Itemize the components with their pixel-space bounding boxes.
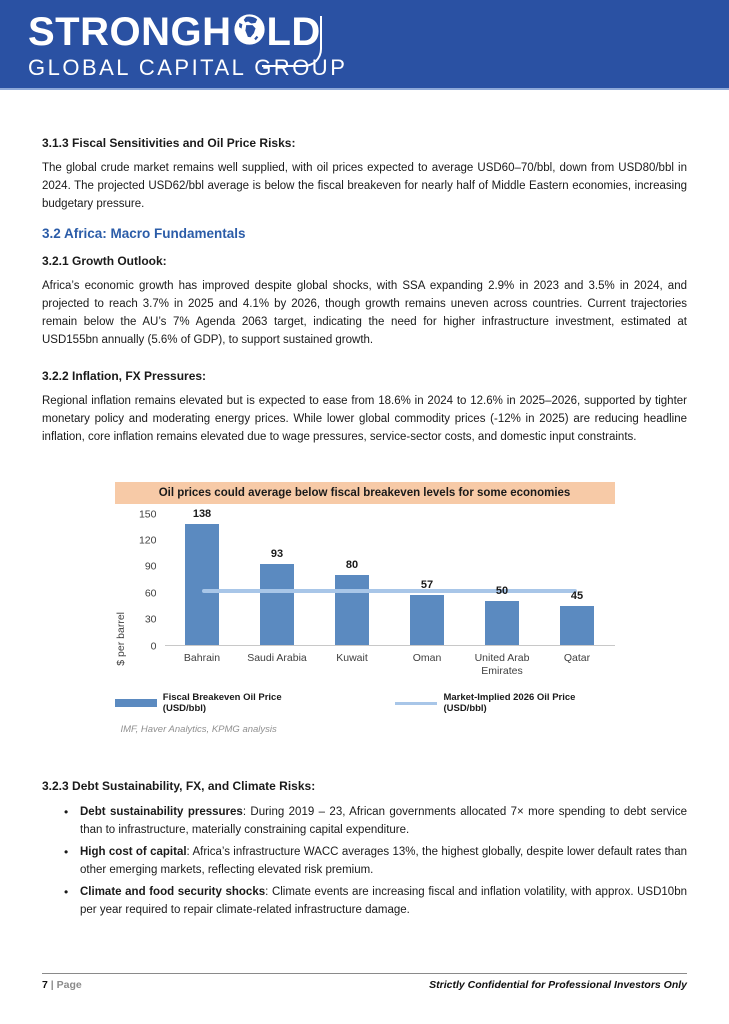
y-tick-label: 150 bbox=[138, 507, 157, 520]
bullet-text: : During 2019 – 23, African governments allocated 7× more spending to debt service than to infrastructure, materially constraining capital expenditure. bbox=[80, 806, 687, 836]
bar-slot bbox=[540, 514, 615, 645]
legend-item-market-implied bbox=[395, 692, 614, 714]
chart-legend bbox=[115, 692, 615, 714]
x-axis-labels bbox=[165, 652, 615, 678]
bar-value-label: 138 bbox=[192, 508, 212, 521]
page-word: | Page bbox=[50, 979, 82, 991]
bar-saudi-arabia bbox=[260, 564, 294, 645]
page-number-block bbox=[42, 979, 82, 991]
oil-price-bar-chart bbox=[115, 482, 615, 735]
market-implied-price-line bbox=[202, 589, 577, 593]
x-axis-label: Kuwait bbox=[336, 652, 368, 664]
bar-qatar bbox=[560, 606, 594, 645]
bar-value-label: 93 bbox=[270, 547, 284, 560]
bar-slot bbox=[390, 514, 465, 645]
legend-label-breakeven: Fiscal Breakeven Oil Price (USD/bbl) bbox=[162, 692, 282, 714]
bar-value-label: 50 bbox=[495, 585, 509, 598]
section-heading-3-1-3: 3.1.3 Fiscal Sensitivities and Oil Price Risks: bbox=[42, 136, 296, 150]
y-axis-title-column bbox=[115, 514, 131, 678]
y-tick-label: 60 bbox=[144, 586, 157, 599]
bar-series-swatch bbox=[115, 699, 157, 707]
bar-value-label: 57 bbox=[420, 579, 434, 592]
report-body bbox=[0, 136, 729, 919]
bullet-debt-sustainability bbox=[64, 803, 687, 839]
line-series-swatch bbox=[395, 702, 437, 705]
brand-text-left: STRONGH bbox=[28, 10, 232, 54]
y-axis-title: $ per barrel bbox=[114, 612, 127, 666]
plot-area bbox=[165, 508, 615, 646]
bar-value-label: 45 bbox=[570, 589, 584, 602]
bullet-bold-lead: Climate and food security shocks bbox=[80, 886, 266, 898]
section-heading-3-2: 3.2 Africa: Macro Fundamentals bbox=[42, 226, 246, 241]
legend-label-market-implied: Market-Implied 2026 Oil Price (USD/bbl) bbox=[443, 692, 576, 714]
bullet-climate-food-security bbox=[64, 883, 687, 919]
y-tick-label: 0 bbox=[150, 639, 157, 652]
brand-banner bbox=[0, 0, 729, 90]
bar-slot bbox=[465, 514, 540, 645]
bullet-high-cost-of-capital bbox=[64, 843, 687, 879]
bullet-bold-lead: High cost of capital bbox=[80, 846, 187, 858]
bar-slot bbox=[165, 508, 240, 645]
section-heading-3-2-2: 3.2.2 Inflation, FX Pressures: bbox=[42, 369, 207, 383]
logo-curve-line bbox=[262, 16, 322, 67]
chart-source-note: IMF, Haver Analytics, KPMG analysis bbox=[120, 724, 277, 735]
plot-area-wrap bbox=[165, 508, 615, 678]
x-axis-label: Oman bbox=[412, 652, 442, 664]
bar-bahrain bbox=[185, 524, 219, 645]
brand-subtitle: GLOBAL CAPITAL GROUP bbox=[28, 55, 348, 80]
page-number: 7 bbox=[42, 979, 48, 991]
chart-title: Oil prices could average below fiscal breakeven levels for some economies bbox=[115, 482, 615, 504]
y-tick-label: 120 bbox=[138, 534, 157, 547]
paragraph-3-2-2: Regional inflation remains elevated but is expected to ease from 18.6% in 2024 to 12.6% in 2025–2026, supported by tighter monetary policy and moderating energy prices. While lower global commodity prices (-12% in 2025) are reducing headline inflation, core inflation remains elevated due to wage pressures, service-sector costs, and domestic input constraints. bbox=[42, 395, 687, 443]
bullet-text: : Africa’s infrastructure WACC averages 13%, the highest globally, despite lower default rates than other emerging markets, reflecting elevated risk premium. bbox=[80, 846, 687, 876]
x-axis-label: Qatar bbox=[563, 652, 591, 664]
bar-slot bbox=[315, 514, 390, 645]
confidentiality-note: Strictly Confidential for Professional Investors Only bbox=[429, 979, 687, 991]
brand-text-right: LD bbox=[266, 10, 321, 54]
paragraph-3-2-1: Africa’s economic growth has improved despite global shocks, with SSA expanding 2.9% in 2023 and 3.5% in 2024, and projected to reach 3.7% in 2025 and 4.1% by 2026, though growth remains uneven across countries. Current trajectories remain below the AU’s 7% Agenda 2063 target, indicating the need for higher infrastructure investment, estimated at USD155bn annually (5.6% of GDP), to support sustained growth. bbox=[42, 280, 687, 346]
section-heading-3-2-3: 3.2.3 Debt Sustainability, FX, and Climate Risks: bbox=[42, 779, 316, 793]
bar-value-label: 80 bbox=[345, 559, 359, 572]
page-footer bbox=[42, 973, 687, 991]
bullet-text: : Climate events are increasing fiscal and inflation volatility, with approx. USD10bn per year required to repair climate-related infrastructure damage. bbox=[80, 886, 687, 916]
section-heading-3-2-1: 3.2.1 Growth Outlook: bbox=[42, 254, 167, 268]
paragraph-3-1-3: The global crude market remains well supplied, with oil prices expected to average USD60–70/bbl, down from USD80/bbl in 2024. The projected USD62/bbl average is below the fiscal breakeven for nearly half of Middle Eastern economies, increasing budgetary pressure. bbox=[42, 162, 687, 210]
bar-kuwait bbox=[335, 575, 369, 645]
chart-plot-region bbox=[114, 507, 615, 678]
y-axis bbox=[131, 507, 165, 652]
legend-item-breakeven bbox=[115, 692, 322, 714]
bar-oman bbox=[410, 595, 444, 645]
y-tick-label: 90 bbox=[144, 560, 157, 573]
risk-bullet-list bbox=[42, 803, 687, 919]
x-axis-label: Bahrain bbox=[183, 652, 221, 664]
y-tick-label: 30 bbox=[144, 613, 157, 626]
x-axis-label: Saudi Arabia bbox=[247, 652, 307, 664]
bar-slot bbox=[240, 514, 315, 645]
globe-icon bbox=[233, 11, 266, 55]
bar-united-arab-emirates bbox=[485, 601, 519, 645]
bullet-bold-lead: Debt sustainability pressures bbox=[80, 806, 243, 818]
x-axis-label: United Arab Emirates bbox=[474, 652, 530, 677]
